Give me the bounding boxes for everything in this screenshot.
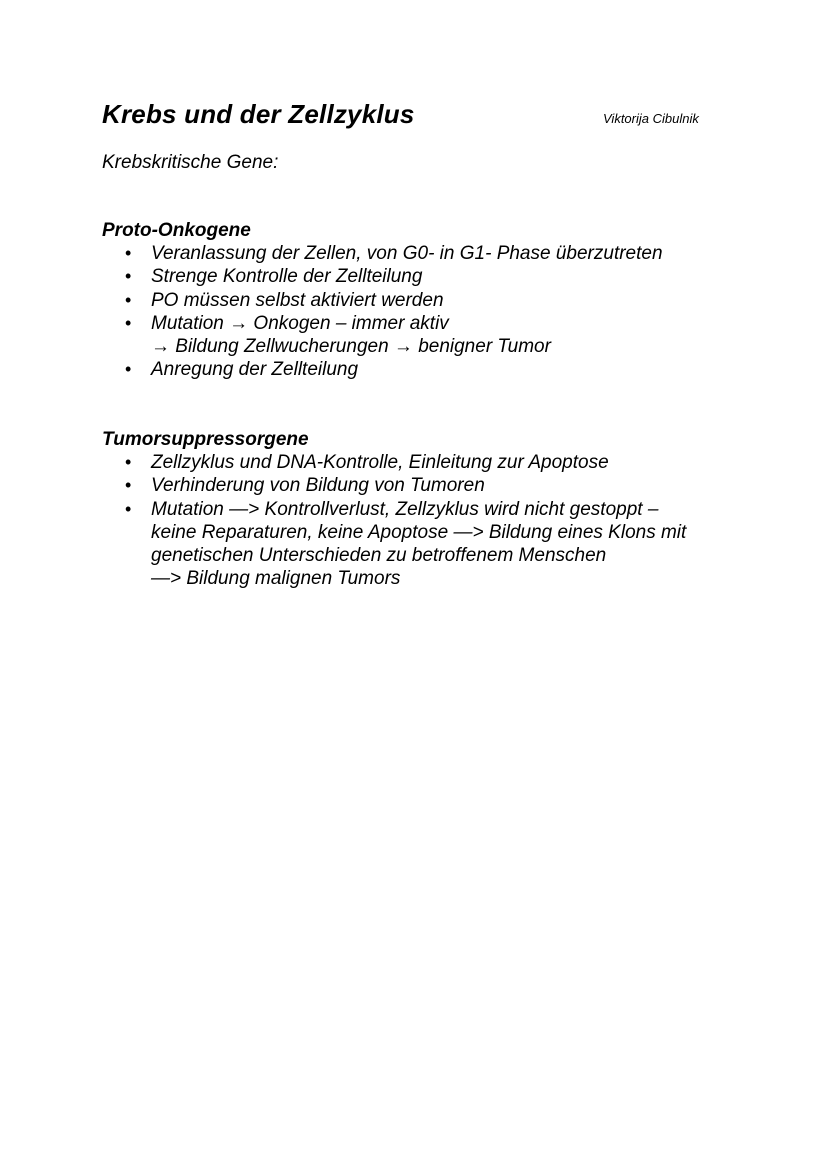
- list-item-continuation: —> Bildung malignen Tumors: [151, 568, 401, 590]
- bullet-icon: •: [125, 452, 132, 472]
- list-item: [102, 312, 742, 359]
- list-item: [102, 498, 742, 591]
- list-item-continuation: keine Reparaturen, keine Apoptose —> Bildung eines Klons mit: [151, 521, 687, 543]
- list-item: [102, 242, 742, 265]
- list-item-text: Strenge Kontrolle der Zellteilung: [151, 266, 423, 288]
- page-title: Krebs und der Zellzyklus: [102, 99, 415, 129]
- section-heading-tumorsuppressorgene: Tumorsuppressorgene: [102, 429, 309, 450]
- list-item-text: Zellzyklus und DNA-Kontrolle, Einleitung zur Apoptose: [151, 452, 609, 473]
- bullet-icon: •: [125, 475, 132, 496]
- list-item: [102, 474, 742, 497]
- list-item-continuation: → Bildung Zellwucherungen → benigner Tumor: [151, 336, 551, 358]
- list-item: [102, 265, 742, 288]
- list-item: [102, 451, 742, 474]
- list-item-text: Mutation → Onkogen – immer aktiv: [151, 312, 449, 334]
- section-proto-onkogene: [102, 219, 742, 382]
- bullet-icon: •: [125, 498, 132, 519]
- list-item-continuation: genetischen Unterschieden zu betroffenem Menschen: [151, 545, 607, 567]
- list-item-text: PO müssen selbst aktiviert werden: [151, 289, 444, 311]
- bullet-icon: •: [125, 289, 132, 310]
- subtitle: Krebskritische Gene:: [102, 152, 279, 173]
- section-tumorsuppressorgene: [102, 428, 742, 591]
- author-name: Viktorija Cibulnik: [603, 111, 699, 126]
- bullet-list-proto-onkogene: [102, 242, 742, 382]
- bullet-icon: •: [125, 266, 132, 287]
- list-item-text: Anregung der Zellteilung: [151, 359, 359, 381]
- bullet-list-tumorsuppressorgene: [102, 451, 742, 591]
- bullet-icon: •: [125, 359, 132, 380]
- list-item: [102, 289, 742, 312]
- list-item: [102, 358, 742, 381]
- list-item-text: Verhinderung von Bildung von Tumoren: [151, 475, 485, 497]
- bullet-icon: •: [125, 243, 132, 263]
- bullet-icon: •: [125, 312, 132, 333]
- list-item-text: Mutation —> Kontrollverlust, Zellzyklus wird nicht gestoppt –: [151, 498, 659, 520]
- list-item-text: Veranlassung der Zellen, von G0- in G1- Phase überzutreten: [151, 243, 663, 264]
- section-heading-proto-onkogene: Proto-Onkogene: [102, 220, 251, 241]
